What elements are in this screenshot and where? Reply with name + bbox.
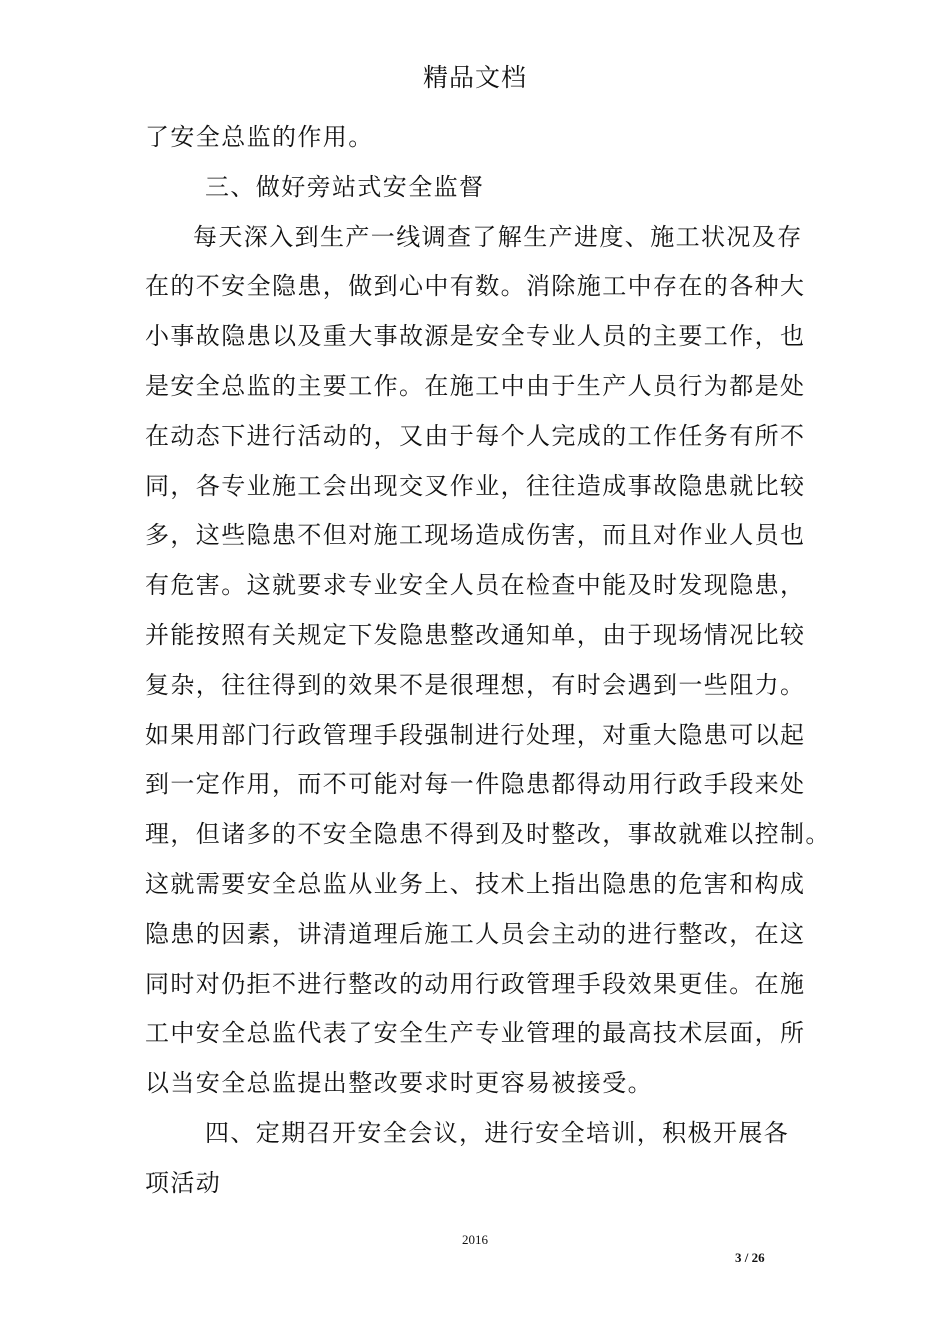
- section-heading-3: 三、做好旁站式安全监督: [205, 172, 485, 201]
- body-line: 隐患的因素，讲清道理后施工人员会主动的进行整改，在这: [145, 919, 806, 948]
- body-line: 工中安全总监代表了安全生产专业管理的最高技术层面，所: [145, 1019, 806, 1048]
- document-body: [145, 113, 831, 1209]
- body-line: 有危害。这就要求专业安全人员在检查中能及时发现隐患，: [145, 571, 806, 600]
- body-line: 并能按照有关规定下发隐患整改通知单，由于现场情况比较: [145, 620, 806, 649]
- section-heading-4: 四、定期召开安全会议，进行安全培训，积极开展各: [205, 1118, 790, 1147]
- paragraph-first-line: 每天深入到生产一线调查了解生产进度、施工状况及存: [193, 222, 803, 251]
- body-line: 以当安全总监提出整改要求时更容易被接受。: [145, 1069, 653, 1098]
- body-line: 同，各专业施工会出现交叉作业，往往造成事故隐患就比较: [145, 471, 806, 500]
- footer-year: 2016: [462, 1232, 488, 1247]
- page-header-title: 精品文档: [422, 63, 527, 92]
- page-number: 3 / 26: [735, 1250, 765, 1265]
- body-line: 多，这些隐患不但对施工现场造成伤害，而且对作业人员也: [145, 521, 806, 550]
- body-line: 在动态下进行活动的，又由于每个人完成的工作任务有所不: [145, 421, 806, 450]
- body-line: 是安全总监的主要工作。在施工中由于生产人员行为都是处: [145, 371, 806, 400]
- body-line: 理，但诸多的不安全隐患不得到及时整改，事故就难以控制。: [145, 820, 831, 849]
- body-line: 这就需要安全总监从业务上、技术上指出隐患的危害和构成: [145, 869, 806, 898]
- body-line: 到一定作用，而不可能对每一件隐患都得动用行政手段来处: [145, 770, 806, 799]
- body-line: 了安全总监的作用。: [145, 123, 374, 151]
- body-line: 在的不安全隐患，做到心中有数。消除施工中存在的各种大: [145, 272, 806, 301]
- body-line: 如果用部门行政管理手段强制进行处理，对重大隐患可以起: [145, 720, 806, 749]
- section-heading-4-continued: 项活动: [145, 1168, 222, 1197]
- body-line: 同时对仍拒不进行整改的动用行政管理手段效果更佳。在施: [145, 969, 806, 998]
- body-line: 小事故隐患以及重大事故源是安全专业人员的主要工作，也: [145, 322, 806, 351]
- body-line: 复杂，往往得到的效果不是很理想，有时会遇到一些阻力。: [145, 670, 806, 699]
